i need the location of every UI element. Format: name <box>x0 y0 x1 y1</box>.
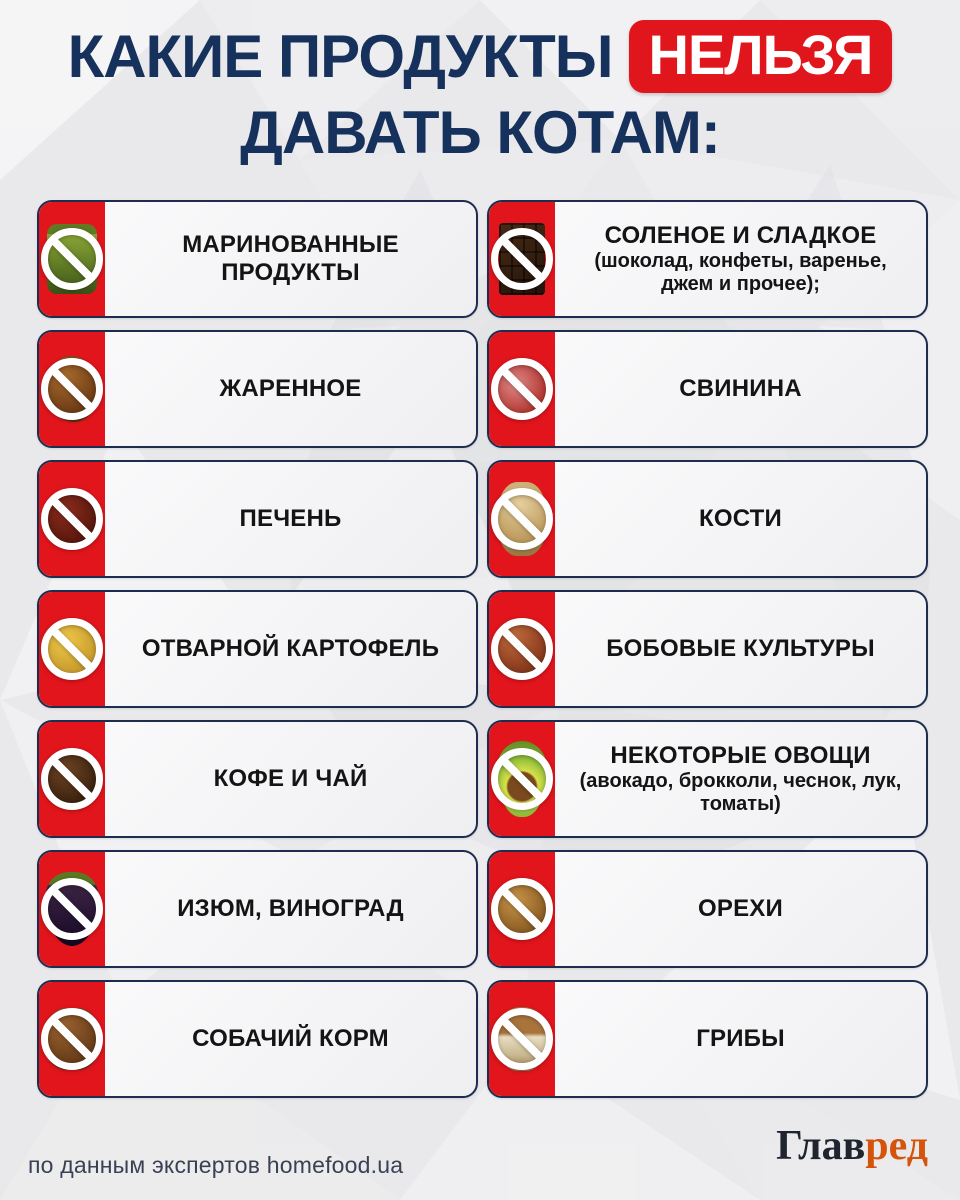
food-card <box>487 460 928 578</box>
card-label: ЖАРЕННОЕ <box>219 375 362 403</box>
card-sublabel: (шоколад, конфеты, варенье, джем и прочее); <box>594 250 887 296</box>
prohibition-icon <box>41 228 103 290</box>
card-red-strip <box>39 722 105 836</box>
food-card <box>37 980 478 1098</box>
card-label: СОБАЧИЙ КОРМ <box>192 1025 389 1053</box>
food-card <box>487 850 928 968</box>
card-label: СОЛЕНОЕ И СЛАДКОЕ <box>604 221 877 249</box>
card-label: КОСТИ <box>699 505 782 533</box>
food-card <box>487 200 928 318</box>
card-red-strip <box>39 982 105 1096</box>
card-red-strip <box>489 852 555 966</box>
prohibition-icon <box>491 878 553 940</box>
prohibition-icon <box>491 748 553 810</box>
card-red-strip <box>39 202 105 316</box>
card-red-strip <box>489 202 555 316</box>
food-card <box>487 720 928 838</box>
prohibition-icon <box>491 1008 553 1070</box>
food-card <box>37 460 478 578</box>
card-label: ОТВАРНОЙ КАРТОФЕЛЬ <box>141 635 440 663</box>
page-title <box>0 20 960 164</box>
food-card <box>487 590 928 708</box>
food-card <box>487 980 928 1098</box>
food-card <box>37 200 478 318</box>
food-card <box>37 850 478 968</box>
logo-dark-part: Глав <box>776 1123 866 1169</box>
card-label: СВИНИНА <box>679 375 802 403</box>
food-card <box>37 720 478 838</box>
prohibition-icon <box>491 618 553 680</box>
card-red-strip <box>39 462 105 576</box>
prohibition-icon <box>41 1008 103 1070</box>
card-red-strip <box>39 852 105 966</box>
prohibition-icon <box>41 358 103 420</box>
card-label: МАРИНОВАННЫЕ ПРОДУКТЫ <box>182 231 399 286</box>
card-red-strip <box>489 332 555 446</box>
card-sublabel: (авокадо, брокколи, чеснок, лук, томаты) <box>579 770 902 816</box>
title-line2-text: ДАВАТЬ КОТАМ: <box>240 99 720 166</box>
glavred-logo <box>776 1122 928 1170</box>
card-label: БОБОВЫЕ КУЛЬТУРЫ <box>606 635 875 663</box>
card-red-strip <box>39 332 105 446</box>
prohibition-icon <box>41 748 103 810</box>
prohibition-icon <box>491 228 553 290</box>
prohibition-icon <box>41 878 103 940</box>
forbidden-foods-grid <box>37 200 928 1098</box>
food-card <box>37 590 478 708</box>
card-label: НЕКОТОРЫЕ ОВОЩИ <box>610 741 871 769</box>
card-red-strip <box>489 982 555 1096</box>
card-label: ИЗЮМ, ВИНОГРАД <box>177 895 404 923</box>
nelzya-badge: НЕЛЬЗЯ <box>629 20 893 93</box>
food-card <box>487 330 928 448</box>
prohibition-icon <box>491 488 553 550</box>
food-card <box>37 330 478 448</box>
logo-red-part: ред <box>865 1123 928 1169</box>
title-line1-text: КАКИЕ ПРОДУКТЫ <box>67 23 613 90</box>
source-attribution: по данным экспертов homefood.ua <box>28 1152 404 1178</box>
card-red-strip <box>489 462 555 576</box>
card-red-strip <box>489 592 555 706</box>
card-label: КОФЕ И ЧАЙ <box>213 765 368 793</box>
prohibition-icon <box>41 618 103 680</box>
card-label: ОРЕХИ <box>698 895 783 923</box>
card-red-strip <box>489 722 555 836</box>
card-red-strip <box>39 592 105 706</box>
card-label: ПЕЧЕНЬ <box>239 505 342 533</box>
card-label: ГРИБЫ <box>696 1025 785 1053</box>
prohibition-icon <box>41 488 103 550</box>
prohibition-icon <box>491 358 553 420</box>
